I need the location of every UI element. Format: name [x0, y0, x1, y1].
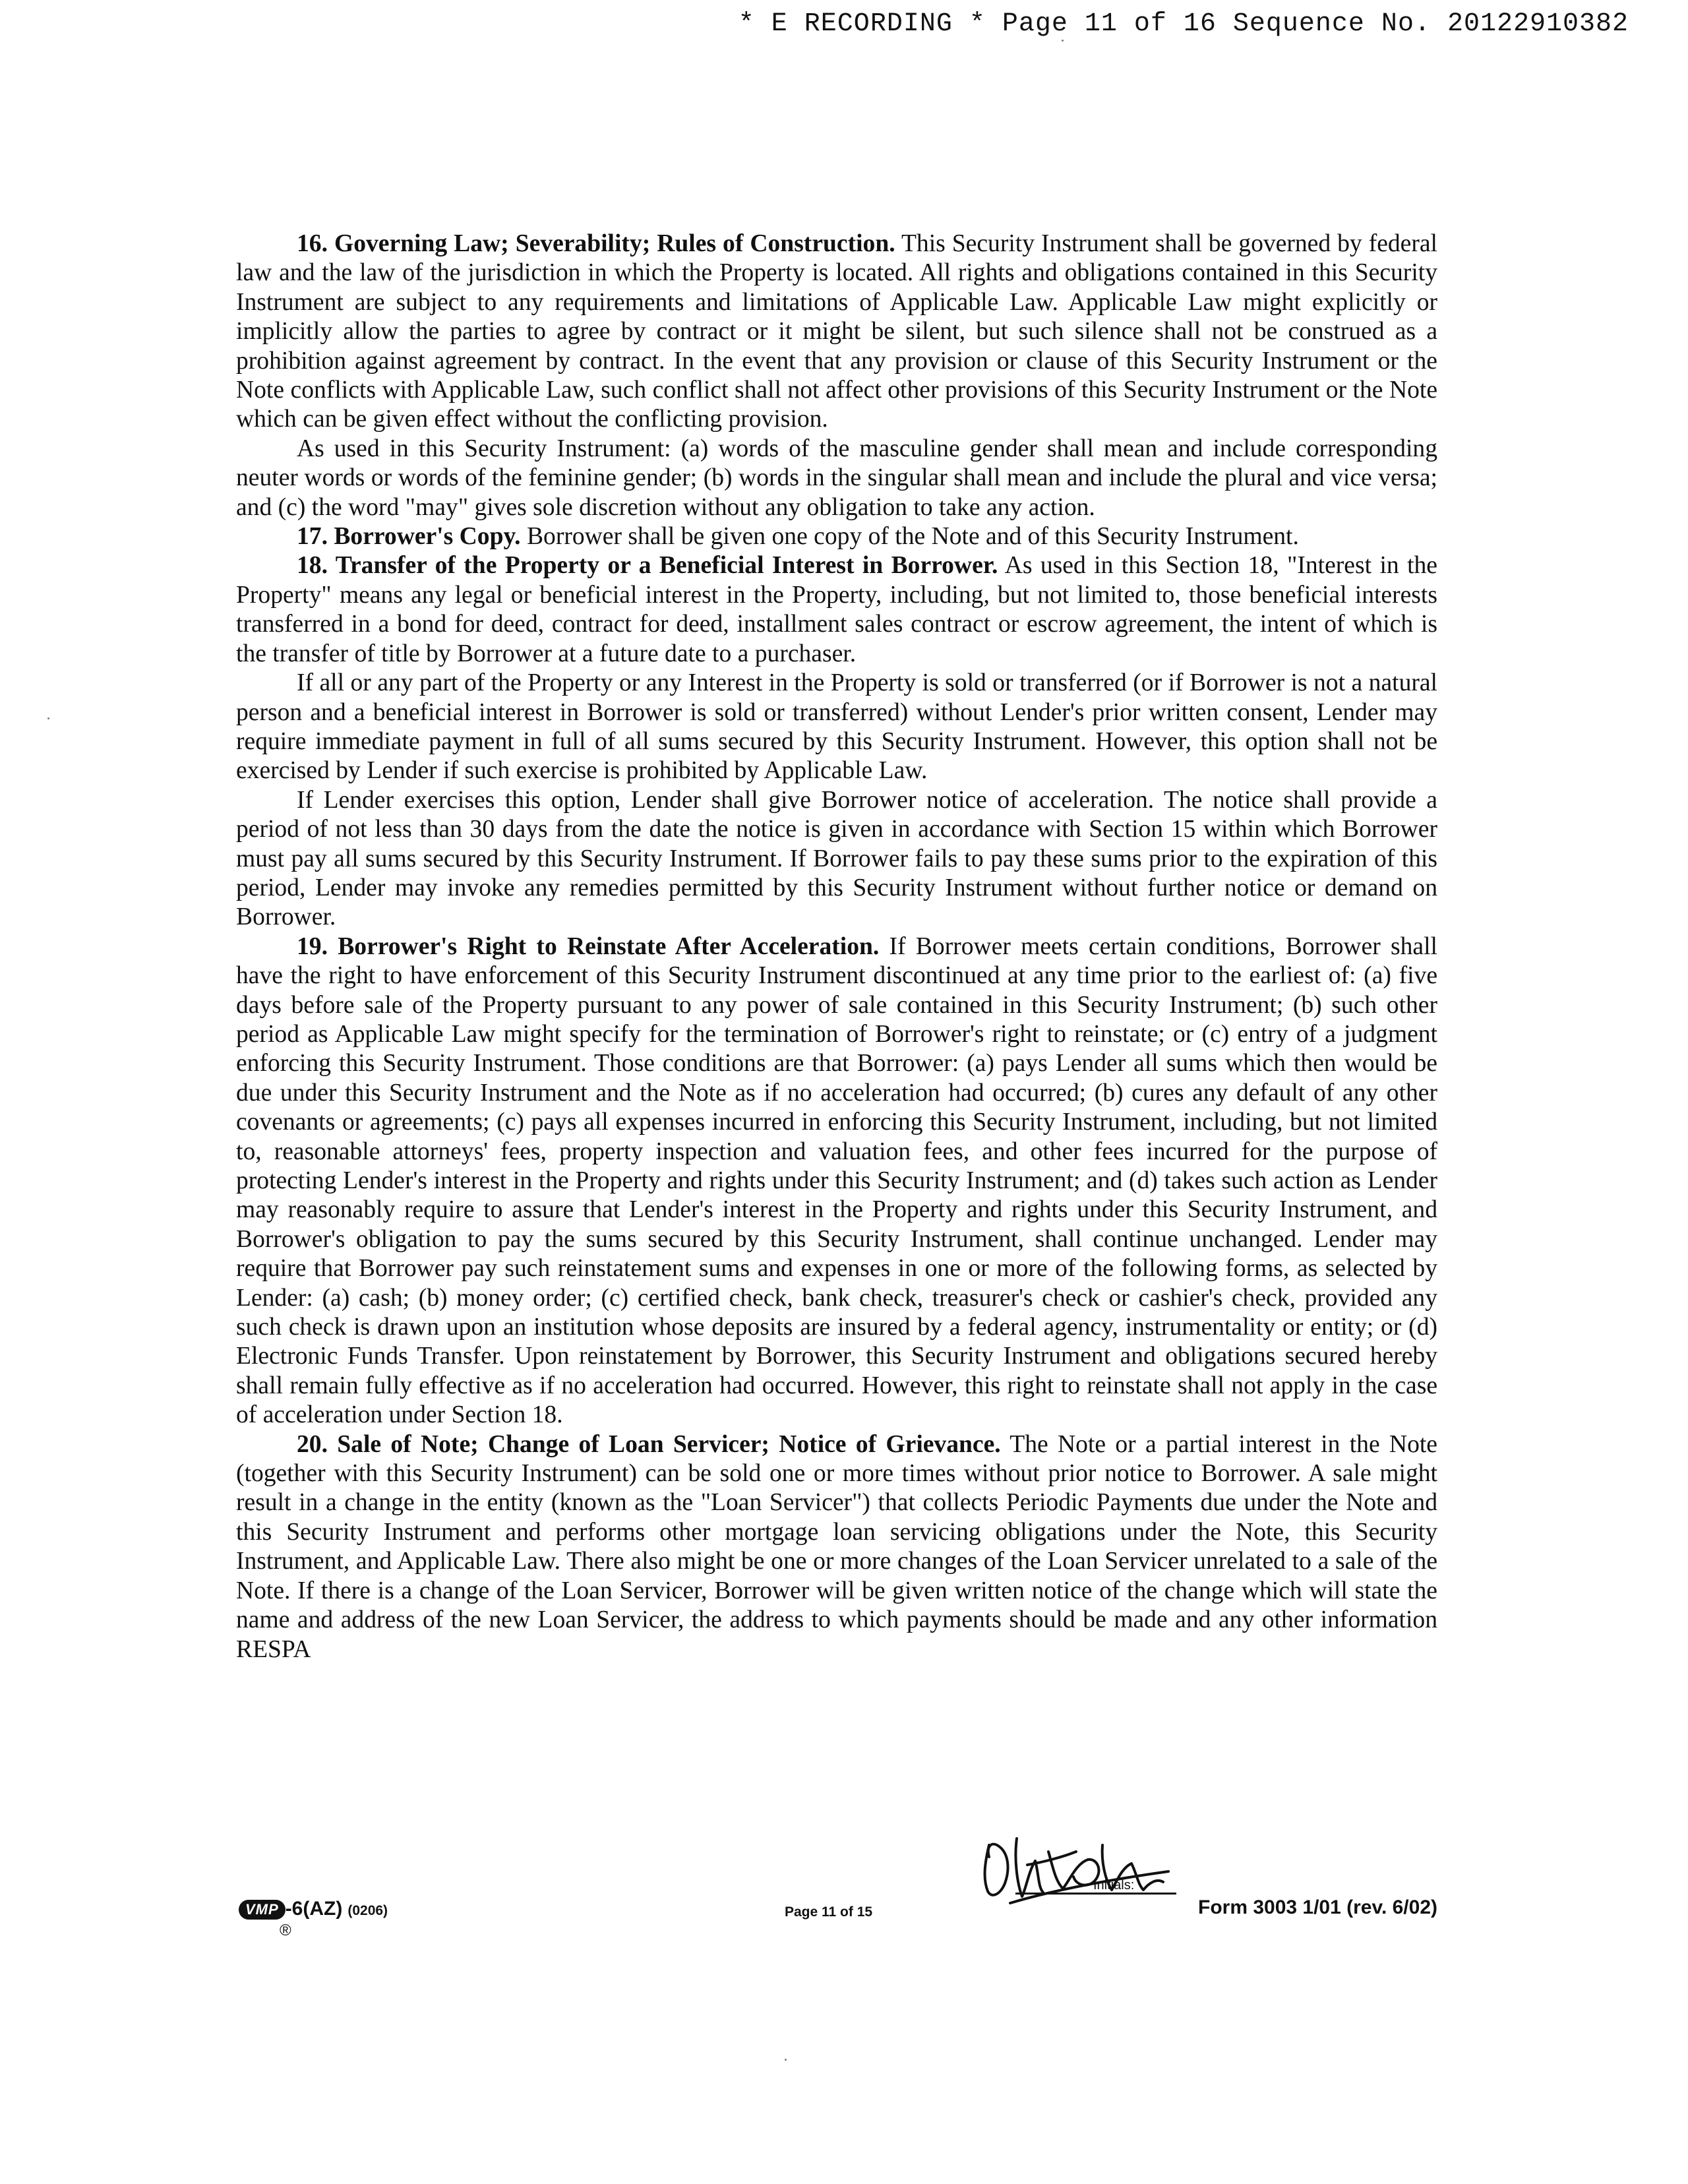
scan-speck [1062, 40, 1064, 42]
section-18-paragraph [236, 551, 1437, 669]
scan-speck [785, 2059, 787, 2061]
section-20-text: The Note or a partial interest in the Note (together with this Security Instrument) can be sold one or more times without prior notice to Borrower. A sale might result in a change in the entity (known as the "Loan Servicer") that collects Periodic Payments due under the Note and this Security Instrument and performs other mortgage loan servicing obligations under the Note, this Security Instrument, and Applicable Law. There also might be one or more changes of the Loan Servicer unrelated to a sale of the Note. If there is a change of the Loan Servicer, Borrower will be given written notice of the change which will state the name and address of the new Loan Servicer, the address to which payments should be made and any other information RESPA [236, 1430, 1437, 1663]
scan-speck [47, 717, 49, 719]
section-16-paragraph-2: As used in this Security Instrument: (a) words of the masculine gender shall mean and include corresponding neuter words or words of the feminine gender; (b) words in the singular shall mean and include the plural and vice versa; and (c) the word "may" gives sole discretion without any obligation to take any action. [236, 435, 1437, 521]
document-body [236, 229, 1437, 1664]
section-16-paragraph [236, 229, 1437, 435]
section-19-heading: 19. Borrower's Right to Reinstate After Acceleration. [297, 932, 880, 960]
section-17-text: Borrower shall be given one copy of the Note and of this Security Instrument. [520, 523, 1299, 551]
section-18-paragraph-2: If all or any part of the Property or any Interest in the Property is sold or transferred (or if Borrower is not a natural person and a beneficial interest in Borrower is sold or transferred) without Lender's prior written consent, Lender may require immediate payment in full of all sums secured by this Security Instrument. However, this option shall not be exercised by Lender if such exercise is prohibited by Applicable Law. [236, 669, 1437, 785]
section-20-heading: 20. Sale of Note; Change of Loan Servicer; Notice of Grievance. [297, 1430, 1001, 1458]
form-code: -6(AZ) [285, 1898, 343, 1920]
form-number: Form 3003 1/01 (rev. 6/02) [1198, 1896, 1437, 1918]
vmp-logo-icon: VMP [239, 1900, 286, 1920]
section-16-text: This Security Instrument shall be governed by federal law and the law of the jurisdiction in which the Property is located. All rights and obligations contained in this Security Instrument are subject to any requirements and limitations of Applicable Law. Applicable Law might explicitly or implicitly allow the parties to agree by contract or it might be silent, but such silence shall not be construed as a prohibition against agreement by contract. In the event that any provision or clause of this Security Instrument or the Note conflicts with Applicable Law, such conflict shall not affect other provisions of this Security Instrument or the Note which can be given effect without the conflicting provision. [236, 230, 1437, 433]
section-17-paragraph [236, 522, 1437, 551]
section-20-paragraph [236, 1430, 1437, 1664]
footer-page-number: Page 11 of 15 [785, 1904, 873, 1920]
section-18-heading: 18. Transfer of the Property or a Beneficial Interest in Borrower. [297, 552, 998, 580]
section-19-text: If Borrower meets certain conditions, Borrower shall have the right to have enforcement of this Security Instrument discontinued at any time prior to the earliest of: (a) five days before sale of the Property pursuant to any power of sale contained in this Security Instrument; (b) such other period as Applicable Law might specify for the termination of Borrower's right to reinstate; or (c) entry of a judgment enforcing this Security Instrument. Those conditions are that Borrower: (a) pays Lender all sums which then would be due under this Security Instrument and the Note as if no acceleration had occurred; (b) cures any default of any other covenants or agreements; (c) pays all expenses incurred in enforcing this Security Instrument, including, but not limited to, reasonable attorneys' fees, property inspection and valuation fees, and other fees incurred for the purpose of protecting Lender's interest in the Property and rights under this Security Instrument; and (d) takes such action as Lender may reasonably require to assure that Lender's interest in the Property and rights under this Security Instrument, and Borrower's obligation to pay the sums secured by this Security Instrument, shall continue unchanged. Lender may require that Borrower pay such reinstatement sums and expenses in one or more of the following forms, as selected by Lender: (a) cash; (b) money order; (c) certified check, bank check, treasurer's check or cashier's check, provided any such check is drawn upon an institution whose deposits are insured by a federal agency, instrumentality or entity; or (d) Electronic Funds Transfer. Upon reinstatement by Borrower, this Security Instrument and obligations secured hereby shall remain fully effective as if no acceleration had occurred. However, this right to reinstate shall not apply in the case of acceleration under Section 18. [236, 932, 1437, 1429]
section-17-heading: 17. Borrower's Copy. [297, 523, 521, 551]
section-19-paragraph [236, 932, 1437, 1430]
section-18-paragraph-3: If Lender exercises this option, Lender shall give Borrower notice of acceleration. The notice shall provide a period of not less than 30 days from the date the notice is given in accordance with Section 15 within which Borrower must pay all sums secured by this Security Instrument. If Borrower fails to pay these sums prior to the expiration of this period, Lender may invoke any remedies permitted by this Security Instrument without further notice or demand on Borrower. [236, 786, 1437, 931]
section-18-text: As used in this Section 18, "Interest in the Property" means any legal or beneficial interest in the Property, including, but not limited to, those beneficial interests transferred in a bond for deed, contract for deed, installment sales contract or escrow agreement, the intent of which is the transfer of title by Borrower at a future date to a purchaser. [236, 552, 1437, 667]
initials-label: Initials: [1093, 1878, 1135, 1893]
recording-header: * E RECORDING * Page 11 of 16 Sequence No. 20122910382 [738, 9, 1629, 39]
registered-mark: ® [280, 1922, 291, 1939]
form-code-date: (0206) [347, 1903, 388, 1918]
section-16-heading: 16. Governing Law; Severability; Rules of Construction. [297, 230, 895, 257]
vmp-form-code [239, 1898, 388, 1939]
